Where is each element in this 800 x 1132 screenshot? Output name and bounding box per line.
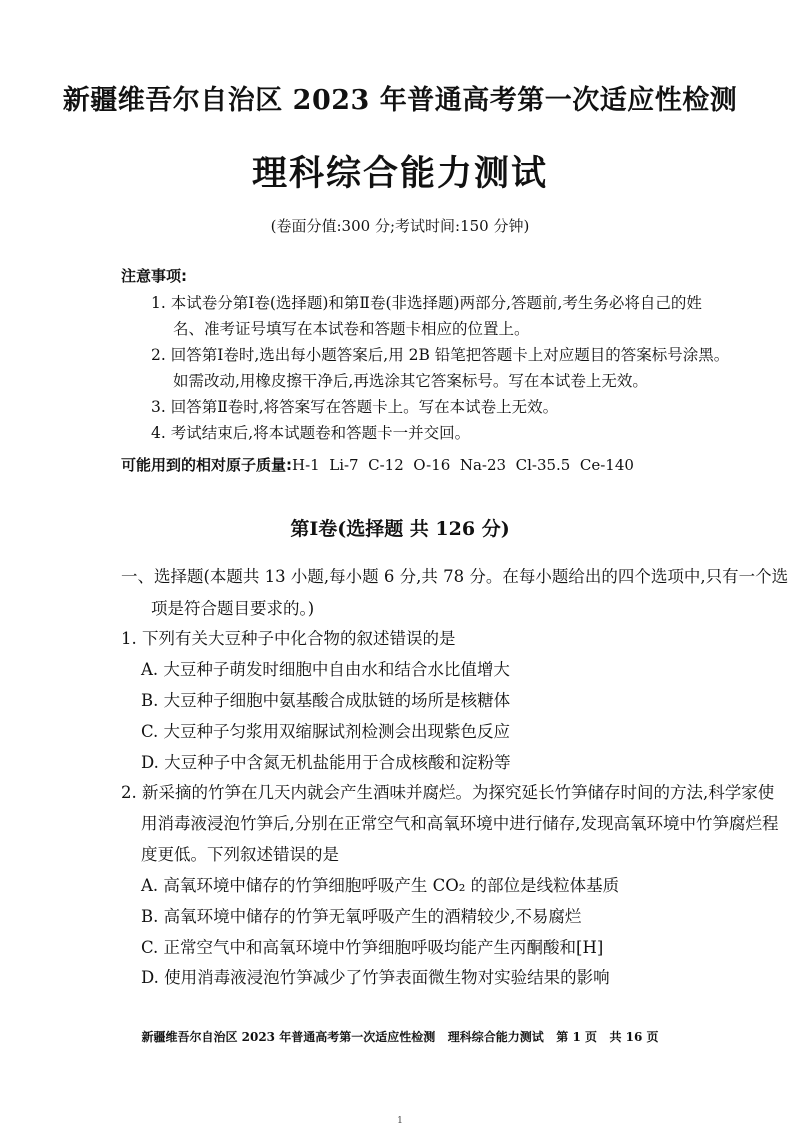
- notice-line: 1. 本试卷分第Ⅰ卷(选择题)和第Ⅱ卷(非选择题)两部分,答题前,考生务必将自己的姓: [151, 294, 702, 312]
- question-option: C. 大豆种子匀浆用双缩脲试剂检测会出现紫色反应: [141, 722, 511, 741]
- question-option: A. 高氧环境中储存的竹笋细胞呼吸产生 CO₂ 的部位是线粒体基质: [141, 876, 620, 895]
- page-number: 1: [397, 1116, 403, 1126]
- notice-line: 3. 回答第Ⅱ卷时,将答案写在答题卡上。写在本试卷上无效。: [151, 398, 559, 416]
- question-stem: 1. 下列有关大豆种子中化合物的叙述错误的是: [121, 629, 456, 648]
- subject-title: 理科综合能力测试: [251, 153, 548, 194]
- exam-title: 新疆维吾尔自治区 2023 年普通高考第一次适应性检测: [62, 85, 738, 116]
- question-option: D. 大豆种子中含氮无机盐能用于合成核酸和淀粉等: [141, 753, 511, 772]
- atomic-masses-label: 可能用到的相对原子质量:: [121, 456, 292, 474]
- question-option: D. 使用消毒液浸泡竹笋减少了竹笋表面微生物对实验结果的影响: [141, 968, 610, 987]
- question-option: B. 大豆种子细胞中氨基酸合成肽链的场所是核糖体: [141, 691, 511, 710]
- question-option: C. 正常空气中和高氧环境中竹笋细胞呼吸均能产生丙酮酸和[H]: [141, 938, 604, 957]
- notice-line: 2. 回答第Ⅰ卷时,选出每小题答案后,用 2B 铅笔把答题卡上对应题目的答案标号涂黑。: [151, 346, 730, 364]
- atomic-masses-values: H-1 Li-7 C-12 O-16 Na-23 Cl-35.5 Ce-140: [292, 456, 634, 474]
- question-stem: 用消毒液浸泡竹笋后,分别在正常空气和高氧环境中进行储存,发现高氧环境中竹笋腐烂程: [141, 814, 779, 833]
- question-option: B. 高氧环境中储存的竹笋无氧呼吸产生的酒精较少,不易腐烂: [141, 907, 582, 926]
- notice-line: 如需改动,用橡皮擦干净后,再选涂其它答案标号。写在本试卷上无效。: [173, 372, 648, 390]
- notice-line: 4. 考试结束后,将本试题卷和答题卡一并交回。: [151, 424, 471, 442]
- question-option: A. 大豆种子萌发时细胞中自由水和结合水比值增大: [141, 660, 510, 679]
- question-stem: 2. 新采摘的竹笋在几天内就会产生酒味并腐烂。为探究延长竹笋储存时间的方法,科学家使: [121, 783, 775, 802]
- section-title: 第Ⅰ卷(选择题 共 126 分): [290, 518, 510, 540]
- exam-info: (卷面分值:300 分;考试时间:150 分钟): [270, 217, 530, 235]
- notice-heading: 注意事项:: [121, 267, 187, 285]
- question-stem: 度更低。下列叙述错误的是: [141, 845, 339, 864]
- atomic-masses: [121, 454, 634, 475]
- notice-line: 名、准考证号填写在本试卷和答题卡相应的位置上。: [173, 320, 530, 338]
- page-footer: 新疆维吾尔自治区 2023 年普通高考第一次适应性检测 理科综合能力测试 第 1 页 共 16 页: [141, 1030, 659, 1044]
- section-intro: 项是符合题目要求的。): [151, 599, 315, 618]
- section-intro: 一、选择题(本题共 13 小题,每小题 6 分,共 78 分。在每小题给出的四个选项中,只有一个选: [121, 567, 789, 586]
